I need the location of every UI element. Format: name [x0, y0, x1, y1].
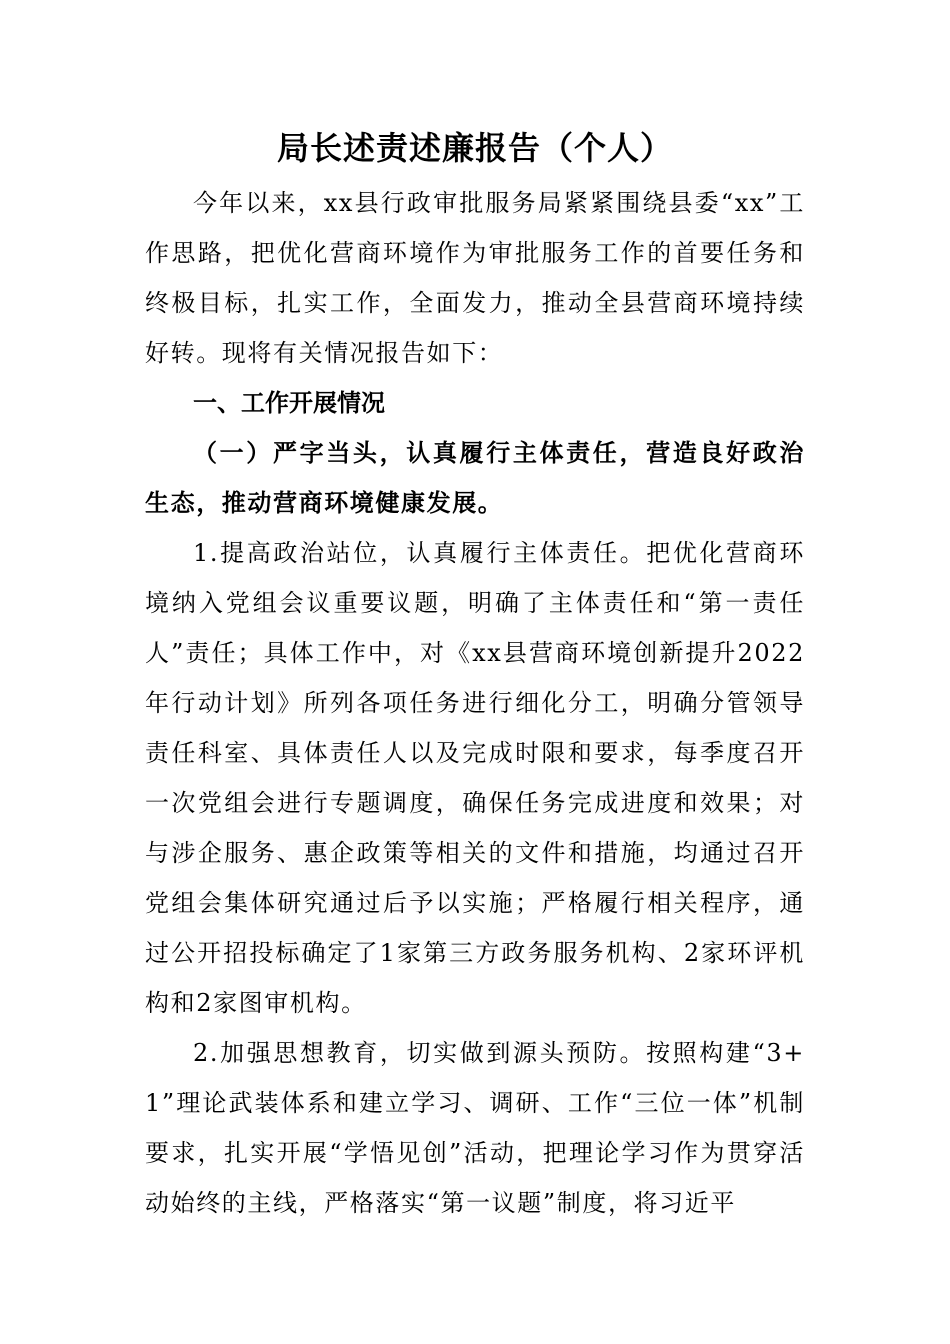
document-page [145, 118, 805, 1228]
section-heading: 一、工作开展情况 [193, 389, 385, 417]
document-title: 局长述责述廉报告（个人） [276, 129, 673, 167]
item-paragraph-1: 1.提高政治站位，认真履行主体责任。把优化营商环境纳入党组会议重要议题，明确了主体责任和“第一责任人”责任；具体工作中，对《xx县营商环境创新提升2022年行动计划》所列各项任务进行细化分工，明确分管领导责任科室、具体责任人以及完成时限和要求，每季度召开一次党组会进行专题调度，确保任务完成进度和效果；对与涉企服务、惠企政策等相关的文件和措施，均通过召开党组会集体研究通过后予以实施；严格履行相关程序，通过公开招投标确定了1家第三方政务服务机构、2家环评机构和2家图审机构。 [145, 539, 805, 1017]
intro-paragraph: 今年以来，xx县行政审批服务局紧紧围绕县委“xx”工作思路，把优化营商环境作为审批服务工作的首要任务和终极目标，扎实工作，全面发力，推动全县营商环境持续好转。现将有关情况报告如下： [145, 189, 805, 367]
subsection-heading: （一）严字当头，认真履行主体责任，营造良好政治生态，推动营商环境健康发展。 [145, 438, 805, 517]
item-paragraph-2: 2.加强思想教育，切实做到源头预防。按照构建“3+1”理论武装体系和建立学习、调研、工作“三位一体”机制要求，扎实开展“学悟见创”活动，把理论学习作为贯穿活动始终的主线，严格落实“第一议题”制度，将习近平 [145, 1039, 805, 1217]
